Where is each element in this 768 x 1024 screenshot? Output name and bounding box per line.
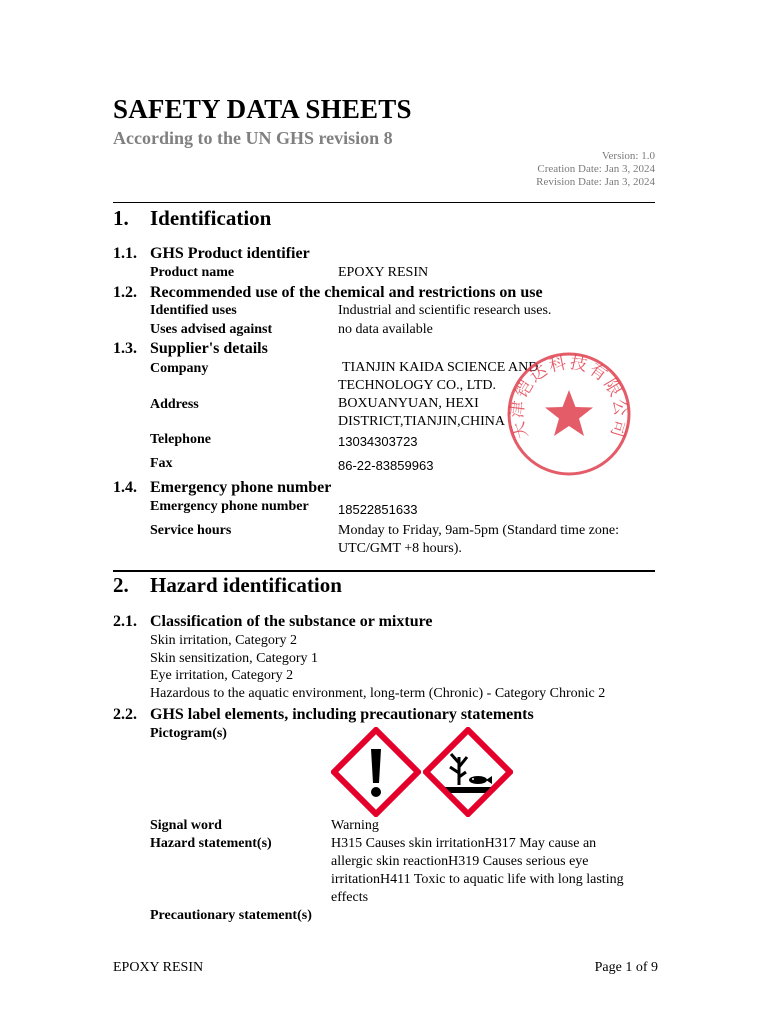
hazard-statements-label: Hazard statement(s) bbox=[150, 836, 272, 851]
fax-value: 86-22-83859963 bbox=[338, 458, 434, 473]
product-name-label: Product name bbox=[150, 265, 235, 280]
signal-word-label: Signal word bbox=[150, 818, 222, 833]
emergency-phone-label: Emergency phone number bbox=[150, 499, 309, 514]
creation-date: Creation Date: Jan 3, 2024 bbox=[537, 163, 655, 175]
subsection-title: Classification of the substance or mixture bbox=[150, 613, 433, 630]
service-hours-label: Service hours bbox=[150, 523, 232, 538]
telephone-label: Telephone bbox=[150, 432, 211, 447]
pictogram-label: Pictogram(s) bbox=[150, 726, 227, 741]
hazard-statement-line: effects bbox=[331, 890, 369, 905]
subsection-number: 1.3. bbox=[113, 340, 137, 357]
document-title: SAFETY DATA SHEETS bbox=[113, 94, 412, 124]
subsection-title: Supplier's details bbox=[150, 340, 268, 357]
service-hours-line2: UTC/GMT +8 hours). bbox=[338, 541, 462, 556]
address-value-line1: BOXUANYUAN, HEXI bbox=[338, 396, 479, 411]
fax-label: Fax bbox=[150, 456, 173, 471]
uses-against-label: Uses advised against bbox=[150, 322, 273, 337]
subsection-number: 1.1. bbox=[113, 245, 137, 262]
revision-date: Revision Date: Jan 3, 2024 bbox=[536, 176, 655, 188]
company-label: Company bbox=[150, 361, 209, 376]
classification-item: Skin sensitization, Category 1 bbox=[150, 651, 318, 666]
telephone-value: 13034303723 bbox=[338, 434, 418, 449]
classification-item: Eye irritation, Category 2 bbox=[150, 668, 294, 683]
environment-icon bbox=[423, 727, 513, 817]
service-hours-line1: Monday to Friday, 9am-5pm (Standard time zone: bbox=[338, 523, 619, 538]
address-label: Address bbox=[150, 397, 199, 412]
subsection-number: 1.2. bbox=[113, 284, 137, 301]
classification-item: Skin irritation, Category 2 bbox=[150, 633, 297, 648]
company-value-line1: TIANJIN KAIDA SCIENCE AND bbox=[342, 360, 539, 375]
identified-uses-value: Industrial and scientific research uses. bbox=[338, 303, 552, 318]
subsection-title: GHS Product identifier bbox=[150, 245, 310, 262]
document-subtitle: According to the UN GHS revision 8 bbox=[113, 128, 393, 148]
section-divider bbox=[113, 202, 655, 203]
hazard-statement-line: H315 Causes skin irritationH317 May cause an bbox=[331, 836, 597, 851]
section-number: 1. bbox=[113, 206, 129, 230]
exclamation-mark-icon bbox=[331, 727, 421, 817]
product-name-value: EPOXY RESIN bbox=[338, 265, 429, 280]
precautionary-statements-label: Precautionary statement(s) bbox=[150, 908, 312, 923]
subsection-number: 2.2. bbox=[113, 706, 137, 723]
section-title: Identification bbox=[150, 206, 272, 230]
address-value-line2: DISTRICT,TIANJIN,CHINA bbox=[338, 414, 505, 429]
identified-uses-label: Identified uses bbox=[150, 303, 237, 318]
subsection-number: 2.1. bbox=[113, 613, 137, 630]
company-value-line2: TECHNOLOGY CO., LTD. bbox=[338, 378, 497, 393]
footer-product-name: EPOXY RESIN bbox=[113, 960, 204, 975]
emergency-phone-value: 18522851633 bbox=[338, 502, 418, 517]
footer-page-number: Page 1 of 9 bbox=[594, 960, 658, 975]
svg-text:天津铠达科技有限公司: 天津铠达科技有限公司 bbox=[507, 352, 631, 442]
uses-against-value: no data available bbox=[338, 322, 433, 337]
signal-word-value: Warning bbox=[331, 818, 379, 833]
subsection-title: Emergency phone number bbox=[150, 479, 332, 496]
section-divider bbox=[113, 570, 655, 572]
section-title: Hazard identification bbox=[150, 573, 342, 597]
hazard-statement-line: allergic skin reactionH319 Causes serious eye bbox=[331, 854, 589, 869]
version-text: Version: 1.0 bbox=[601, 150, 655, 162]
hazard-statement-line: irritationH411 Toxic to aquatic life with long lasting bbox=[331, 872, 624, 887]
classification-item: Hazardous to the aquatic environment, long-term (Chronic) - Category Chronic 2 bbox=[150, 686, 606, 701]
company-seal bbox=[505, 350, 633, 478]
subsection-title: GHS label elements, including precautionary statements bbox=[150, 706, 534, 723]
subsection-title: Recommended use of the chemical and restrictions on use bbox=[150, 284, 543, 301]
subsection-number: 1.4. bbox=[113, 479, 137, 496]
section-number: 2. bbox=[113, 573, 129, 597]
